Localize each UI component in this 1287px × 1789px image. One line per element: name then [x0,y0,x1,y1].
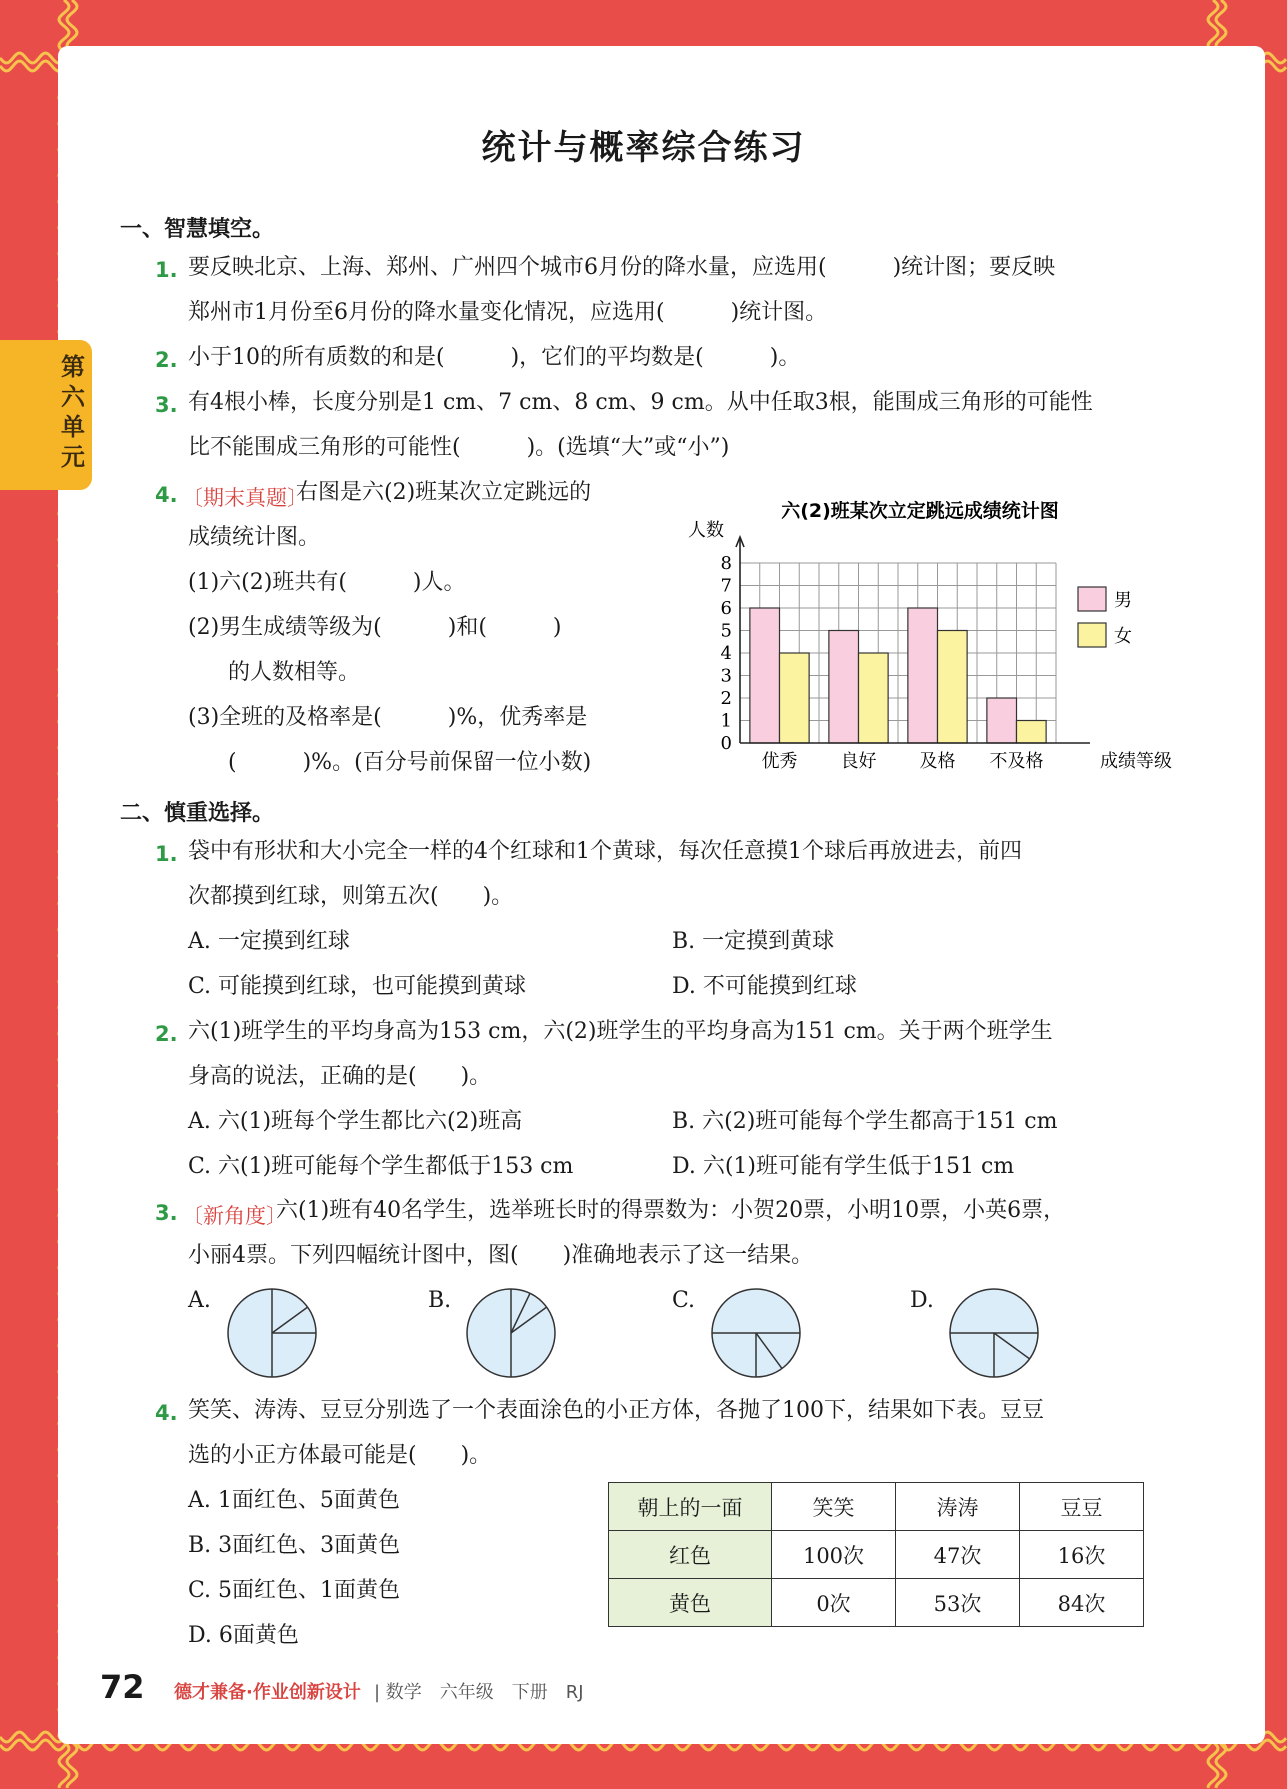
s2-q2-line2: 身高的说法，正确的是( )。 [188,1064,492,1089]
s2-q3-line2: 小丽4票。下列四幅统计图中，图( )准确地表示了这一结果。 [188,1243,814,1268]
s2-q1-line2: 次都摸到红球，则第五次( )。 [188,884,514,909]
section2-heading: 二、慎重选择。 [120,801,275,826]
unit-side-label: 第六单元 [61,353,85,471]
chart-legend-swatch [1078,587,1106,611]
chart-x-tick-label: 不及格 [989,751,1044,772]
pie-chart-d [946,1285,1042,1381]
s1-q4-line2: 成绩统计图。 [188,525,321,550]
s1-q2-number: 2. [155,348,178,372]
page-number: 72 [100,1668,145,1706]
page-title: 统计与概率综合练习 [481,128,806,168]
s2-q3-tag: 〔新角度〕 [182,1204,287,1228]
chart-bar-female [780,653,810,743]
table-header-cell: 豆豆 [1020,1483,1144,1531]
s1-q4-part2b: 的人数相等。 [228,660,361,685]
s1-q3-line1: 有4根小棒，长度分别是1 cm、7 cm、8 cm、9 cm。从中任取3根，能围成三角形的可能性 [188,390,1093,415]
table-row [609,1579,1144,1627]
chart-bar-male [829,631,859,744]
chart-legend-label: 女 [1114,626,1132,647]
chart-title: 六(2)班某次立定跳远成绩统计图 [781,500,1059,522]
s1-q3-line2: 比不能围成三角形的可能性( )。(选填“大”或“小”) [188,435,730,460]
table-row [609,1531,1144,1579]
chart-x-ticks [762,751,1044,772]
s2-q2-option-a: A. 六(1)班每个学生都比六(2)班高 [188,1109,523,1134]
chart-y-tick-label: 4 [720,643,732,664]
table-cell: 0次 [772,1579,896,1627]
chart-bar-male [750,608,780,743]
table-cell: 84次 [1020,1579,1144,1627]
table-header-cell: 笑笑 [772,1483,896,1531]
table-cell: 黄色 [609,1579,772,1627]
s2-q1-number: 1. [155,842,178,866]
chart-y-tick-label: 2 [720,688,732,709]
chart-legend-label: 男 [1114,590,1132,611]
chart-x-tick-label: 及格 [919,751,956,772]
table-header-cell: 朝上的一面 [609,1483,772,1531]
chart-legend [1078,587,1132,647]
pie-chart-b [463,1285,559,1381]
jump-score-bar-chart [680,495,1172,785]
table-cell: 53次 [896,1579,1020,1627]
s2-q2-option-b: B. 六(2)班可能每个学生都高于151 cm [672,1109,1058,1134]
s2-q4-line1: 笑笑、涛涛、豆豆分别选了一个表面涂色的小正方体，各抛了100下，结果如下表。豆豆 [188,1398,1044,1423]
s1-q2-line1: 小于10的所有质数的和是( )，它们的平均数是( )。 [188,345,801,370]
s2-q2-option-c: C. 六(1)班可能每个学生都低于153 cm [188,1154,574,1179]
s2-q1-option-d: D. 不可能摸到红球 [672,974,857,999]
chart-y-ticks [721,553,732,754]
pie-label-c: C. [672,1288,696,1313]
chart-y-tick-label: 6 [720,598,732,619]
chart-y-tick-label: 7 [720,575,732,597]
chart-y-tick-label: 5 [720,620,732,642]
chart-y-tick-label: 1 [720,710,732,732]
chart-y-tick-label: 8 [720,553,732,574]
s2-q4-number: 4. [155,1401,178,1425]
footer-brand: 德才兼备·作业创新设计 [174,1682,361,1703]
section1-heading: 一、智慧填空。 [120,217,275,242]
s2-q1-option-a: A. 一定摸到红球 [188,929,350,954]
s1-q4-part2a: (2)男生成绩等级为( )和( ) [188,615,562,640]
chart-y-tick-label: 3 [720,665,732,687]
pie-chart-c [708,1285,804,1381]
chart-y-tick-label: 0 [720,733,732,754]
s1-q4-line1: 右图是六(2)班某次立定跳远的 [296,480,592,505]
footer-info: | 数学 六年级 下册 RJ [374,1682,584,1703]
s1-q4-part1: (1)六(2)班共有( )人。 [188,570,466,595]
s1-q4-tag: 〔期末真题〕 [182,486,308,510]
pie-label-b: B. [428,1288,452,1313]
s1-q3-number: 3. [155,393,178,417]
s2-q3-number: 3. [155,1201,178,1225]
s2-q4-option-d: D. 6面黄色 [188,1623,299,1648]
s1-q1-number: 1. [155,258,178,282]
pie-label-a: A. [188,1288,211,1313]
s2-q1-option-c: C. 可能摸到红球，也可能摸到黄球 [188,974,527,999]
s2-q4-line2: 选的小正方体最可能是( )。 [188,1443,492,1468]
chart-bar-female [938,631,968,744]
chart-y-axis-label: 人数 [688,520,724,541]
s2-q2-option-d: D. 六(1)班可能有学生低于151 cm [672,1154,1015,1179]
chart-x-tick-label: 良好 [840,751,877,772]
s2-q3-line1: 六(1)班有40名学生，选举班长时的得票数为：小贺20票，小明10票，小英6票， [276,1198,1066,1223]
table-cell: 红色 [609,1531,772,1579]
s2-q2-line1: 六(1)班学生的平均身高为153 cm，六(2)班学生的平均身高为151 cm。关于两个班学生 [188,1019,1053,1044]
chart-legend-swatch [1078,623,1106,647]
s2-q1-option-b: B. 一定摸到黄球 [672,929,835,954]
table-cell: 47次 [896,1531,1020,1579]
s1-q1-line2: 郑州市1月份至6月份的降水量变化情况，应选用( )统计图。 [188,300,828,325]
chart-bar-male [987,698,1017,743]
chart-bar-female [1017,721,1047,744]
s1-q4-number: 4. [155,483,178,507]
s1-q4-part3b: ( )%。(百分号前保留一位小数) [228,750,592,775]
s2-q2-number: 2. [155,1022,178,1046]
chart-x-axis-label: 成绩等级 [1100,751,1172,772]
s2-q4-option-b: B. 3面红色、3面黄色 [188,1533,401,1558]
pie-label-d: D. [910,1288,934,1313]
s2-q1-line1: 袋中有形状和大小完全一样的4个红球和1个黄球，每次任意摸1个球后再放进去，前四 [188,839,1022,864]
s1-q1-line1: 要反映北京、上海、郑州、广州四个城市6月份的降水量，应选用( )统计图；要反映 [188,255,1056,280]
s2-q4-option-c: C. 5面红色、1面黄色 [188,1578,401,1603]
table-header-cell: 涛涛 [896,1483,1020,1531]
pie-chart-a [224,1285,320,1381]
dice-results-table [608,1482,1144,1627]
chart-x-tick-label: 优秀 [761,751,798,772]
table-cell: 16次 [1020,1531,1144,1579]
s2-q4-option-a: A. 1面红色、5面黄色 [188,1488,400,1513]
table-cell: 100次 [772,1531,896,1579]
s1-q4-part3a: (3)全班的及格率是( )%，优秀率是 [188,705,588,730]
chart-bar-male [908,608,938,743]
chart-bar-female [859,653,889,743]
table-header-row [609,1483,1144,1531]
